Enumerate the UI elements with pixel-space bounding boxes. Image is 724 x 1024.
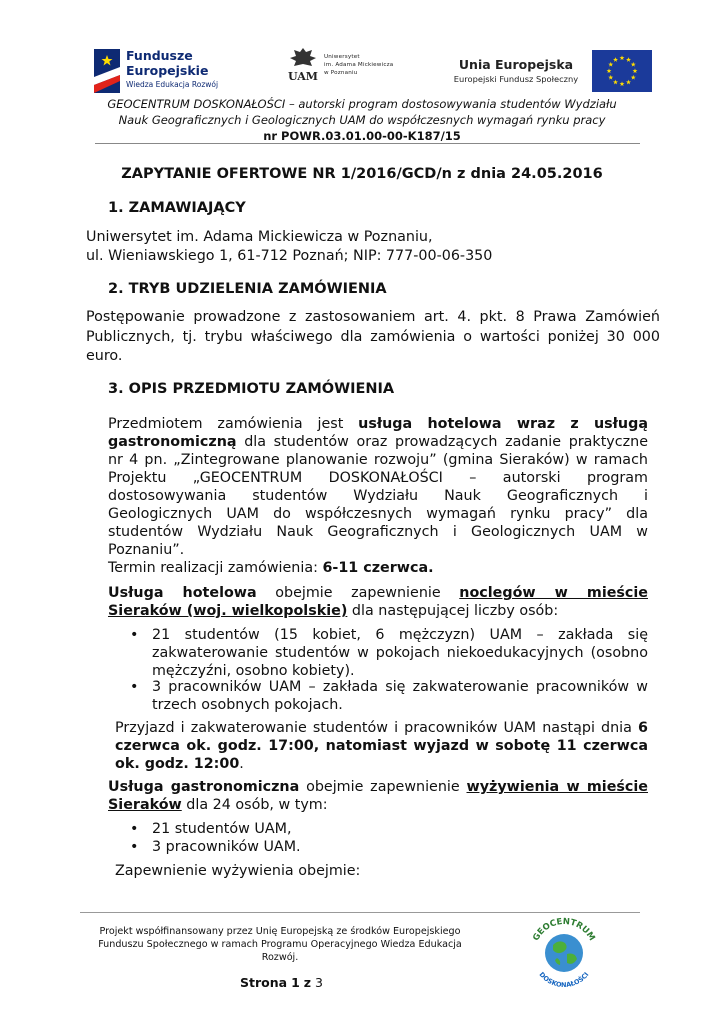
s3-p1-line1 xyxy=(108,414,648,434)
uam-eagle-crest-icon xyxy=(286,46,320,84)
uam-logo-line3: w Poznaniu xyxy=(324,70,358,76)
s3-p1-line2 xyxy=(108,432,648,452)
s3-p1-bold: usługa hotelowa wraz z usługą xyxy=(358,416,648,432)
arrival-day: 6 xyxy=(638,720,648,736)
s3-p1-line3: nr 4 pn. „Zintegrowane planowanie rozwoju” (gmina Sieraków) w ramach xyxy=(108,452,648,468)
gastro-bullet-1 xyxy=(130,819,530,839)
gastro-text2: dla 24 osób, w tym: xyxy=(181,797,328,813)
gastro-line2 xyxy=(108,795,328,815)
hotel-bullet-1-line2: zakwaterowanie studentów w pokojach niekoedukacyjnych (osobno xyxy=(152,645,648,661)
s3-p1-line8: Poznaniu”. xyxy=(108,542,185,558)
page-word: Strona xyxy=(240,975,288,990)
hotel-bullet-1 xyxy=(130,625,650,685)
page-of: z xyxy=(303,975,312,990)
term-label: Termin realizacji zamówienia: xyxy=(108,560,323,576)
geo-logo-bottom-text: DOSKONAŁOŚCI xyxy=(537,970,591,990)
eu-flag-icon xyxy=(592,50,652,92)
hotel-place: noclegów w mieście xyxy=(459,585,648,601)
arrival-line1 xyxy=(115,718,648,738)
footer-line1: Projekt współfinansowany przez Unię Europejską ze środków Europejskiego xyxy=(99,926,461,937)
fe-logo-line3: Wiedza Edukacja Rozwój xyxy=(126,80,219,89)
footer-line2: Funduszu Społecznego w ramach Programu Operacyjnego Wiedza Edukacja xyxy=(98,939,462,950)
header-divider xyxy=(95,143,640,144)
hotel-line2 xyxy=(108,601,558,621)
uam-logo xyxy=(286,46,406,86)
bullet-icon: • xyxy=(130,821,139,837)
program-number: nr POWR.03.01.00-00-K187/15 xyxy=(263,129,461,143)
section-3-heading: 3. OPIS PRZEDMIOTU ZAMÓWIENIA xyxy=(108,381,395,397)
gastro-bullet-2 xyxy=(130,837,530,857)
gastro-bullet-2-text: 3 pracowników UAM. xyxy=(152,839,301,855)
s1-line1: Uniwersytet im. Adama Mickiewicza w Poznaniu, xyxy=(86,229,433,245)
s1-line2: ul. Wieniawskiego 1, 61-712 Poznań; NIP: 777-00-06-350 xyxy=(86,248,493,264)
hotel-bullet-2-line1: 3 pracowników UAM – zakłada się zakwaterowanie pracowników w xyxy=(152,679,648,695)
gastro-bullet-1-text: 21 studentów UAM, xyxy=(152,821,292,837)
s3-p1-line7: studentów Wydziału Nauk Geograficznych i Geologicznych UAM w xyxy=(108,524,648,540)
footer-line3: Rozwój. xyxy=(261,952,299,963)
uam-logo-line2: im. Adama Mickiewicza xyxy=(324,62,394,68)
geo-logo-top-text: GEOCENTRUM xyxy=(531,916,597,943)
page-total: 3 xyxy=(315,975,323,990)
hotel-line1 xyxy=(108,583,648,603)
hotel-bullet-2 xyxy=(130,677,650,717)
s3-p1-line4: Projektu „GEOCENTRUM DOSKONAŁOŚCI – autorski program xyxy=(108,470,648,486)
gastro-place2: Sieraków xyxy=(108,797,182,813)
arrival-line3 xyxy=(115,754,244,774)
hotel-text2: dla następującej liczby osób: xyxy=(347,603,559,619)
uam-mark: UAM xyxy=(288,70,318,83)
ue-logo-line2: Europejski Fundusz Społeczny xyxy=(453,74,579,84)
gastro-line1 xyxy=(108,777,648,797)
arrival-text: Przyjazd i zakwaterowanie studentów i pracowników UAM nastąpi dnia xyxy=(115,720,639,736)
bullet-icon: • xyxy=(130,627,139,643)
unia-europejska-logo-text xyxy=(450,57,582,84)
hotel-label: Usługa hotelowa xyxy=(108,585,257,601)
arrival-line2: czerwca ok. godz. 17:00, natomiast wyjazd w sobotę 11 czerwca xyxy=(115,738,648,754)
s3-p1-text: Przedmiotem zamówienia jest xyxy=(108,416,359,432)
term-value: 6-11 czerwca. xyxy=(322,560,434,576)
food-intro: Zapewnienie wyżywienia obejmie: xyxy=(115,863,361,879)
s2-line3: euro. xyxy=(86,348,123,364)
term-line xyxy=(108,558,434,578)
fe-flag-icon xyxy=(94,49,120,93)
geocentrum-logo xyxy=(523,912,605,994)
uam-logo-line1: Uniwersytet xyxy=(324,54,360,60)
hotel-place2: Sieraków (woj. wielkopolskie) xyxy=(108,603,348,619)
s3-p1-line5: dostosowywania studentów Wydziału Nauk Geograficznych i xyxy=(108,488,648,504)
s2-line1: Postępowanie prowadzone z zastosowaniem art. 4. pkt. 8 Prawa Zamówień xyxy=(86,309,660,325)
hotel-bullet-2-line2: trzech osobnych pokojach. xyxy=(152,697,343,713)
fe-logo-line2: Europejskie xyxy=(126,63,209,78)
hotel-bullet-1-line3: mężczyźni, osobno kobiety). xyxy=(152,663,355,679)
bullet-icon: • xyxy=(130,679,139,695)
gastro-text: obejmie zapewnienie xyxy=(299,779,467,795)
s3-p1-line6: Geologicznych UAM do współczesnych wymagań rynku pracy” dla xyxy=(108,506,648,522)
section-2-heading: 2. TRYB UDZIELENIA ZAMÓWIENIA xyxy=(108,281,387,297)
ue-logo-line1: Unia Europejska xyxy=(458,57,574,72)
hotel-text: obejmie zapewnienie xyxy=(256,585,460,601)
program-title-line2: Nauk Geograficznych i Geologicznych UAM do współczesnych wymagań rynku pracy xyxy=(118,113,606,127)
gastro-place: wyżywienia w mieście xyxy=(466,779,648,795)
gastro-label: Usługa gastronomiczna xyxy=(108,779,300,795)
s3-p1-text2: dla studentów oraz prowadzących zadanie praktyczne xyxy=(236,434,648,450)
departure-time: ok. godz. 12:00 xyxy=(115,756,240,772)
page-current: 1 xyxy=(291,975,300,990)
fe-logo-line1: Fundusze xyxy=(126,48,193,63)
hotel-bullet-1-line1: 21 studentów (15 kobiet, 6 mężczyzn) UAM – zakłada się xyxy=(152,627,648,643)
arrival-end: . xyxy=(239,756,244,772)
s2-line2: Publicznych, tj. trybu właściwego dla zamówienia o wartości poniżej 30 000 xyxy=(86,329,660,345)
bullet-icon: • xyxy=(130,839,139,855)
document-title: ZAPYTANIE OFERTOWE NR 1/2016/GCD/n z dnia 24.05.2016 xyxy=(121,166,603,182)
section-1-heading: 1. ZAMAWIAJĄCY xyxy=(108,200,246,216)
globe-icon xyxy=(545,934,583,972)
footer-note xyxy=(90,925,470,964)
fundusze-europejskie-logo xyxy=(94,47,234,95)
page-number xyxy=(240,975,323,990)
program-title-line1: GEOCENTRUM DOSKONAŁOŚCI – autorski program dostosowywania studentów Wydziału xyxy=(107,97,617,111)
s3-p1-bold2: gastronomiczną xyxy=(108,434,237,450)
